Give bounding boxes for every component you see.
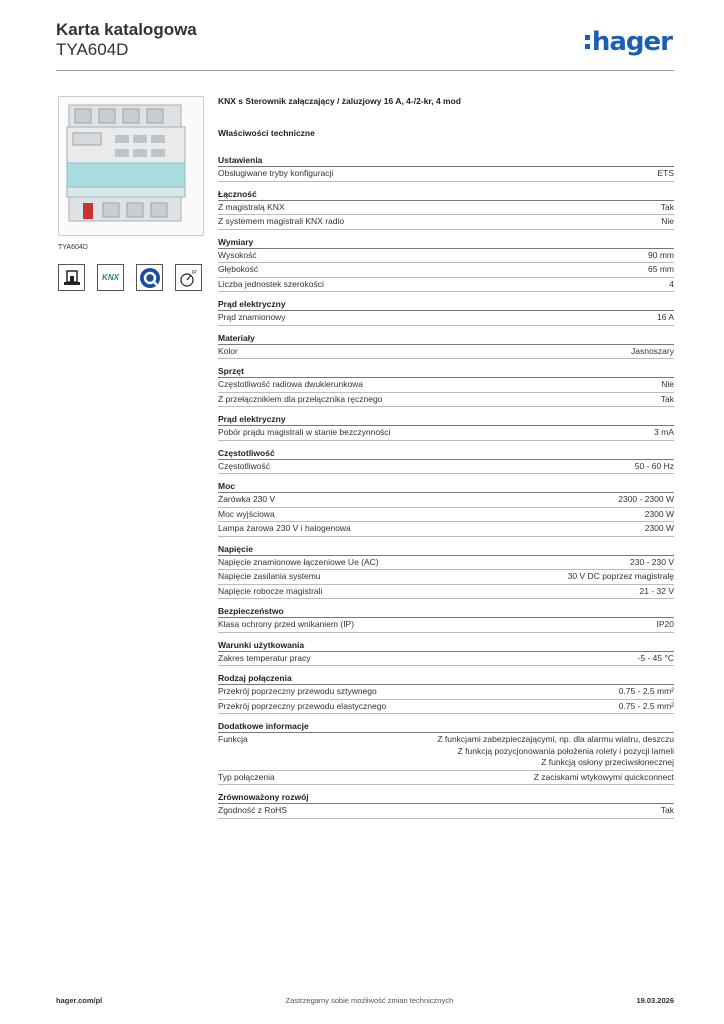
page-footer — [56, 996, 674, 1005]
section-title: Łączność — [218, 188, 674, 201]
section-title: Materiały — [218, 332, 674, 345]
spec-label: Pobór prądu magistrali w stanie bezczynności — [218, 427, 391, 437]
svg-text:IP: IP — [191, 269, 197, 276]
spec-section — [218, 720, 674, 785]
spec-row — [218, 493, 674, 508]
spec-row — [218, 733, 674, 771]
spec-row — [218, 311, 674, 326]
spec-value: Z zaciskami wtykowymi quickconnect — [533, 771, 674, 782]
spec-label: Z systemem magistrali KNX radio — [218, 216, 345, 226]
spec-value: 0.75 - 2.5 mm² — [618, 686, 674, 696]
section-title: Bezpieczeństwo — [218, 605, 674, 618]
spec-label: Częstotliwość — [218, 460, 270, 471]
logo-text: hager — [591, 27, 672, 57]
spec-value: ETS — [657, 168, 674, 178]
footer-disclaimer: Zastrzegamy sobie możliwość zmian technicznych — [285, 996, 454, 1005]
product-code: TYA604D — [56, 40, 129, 59]
spec-value: Tak — [660, 393, 674, 404]
spec-value — [437, 733, 674, 770]
spec-value: Nie — [661, 216, 674, 226]
spec-value: 65 mm — [648, 264, 674, 274]
spec-label: Lampa żarowa 230 V i halogenowa — [218, 523, 351, 533]
din-rail-device-illustration — [59, 97, 205, 237]
section-title: Rodzaj połączenia — [218, 672, 674, 685]
spec-label: Klasa ochrony przed wnikaniem (IP) — [218, 619, 355, 629]
spec-label: Zakres temperatur pracy — [218, 652, 311, 663]
spec-value: 90 mm — [648, 249, 674, 260]
spec-row — [218, 771, 674, 786]
spec-value: 2300 W — [644, 523, 674, 533]
spec-section — [218, 639, 674, 667]
spec-value: 4 — [669, 278, 674, 289]
spec-section — [218, 447, 674, 475]
spec-section — [218, 605, 674, 633]
footer-date: 19.03.2026 — [636, 996, 674, 1005]
section-title: Częstotliwość — [218, 447, 674, 460]
spec-value: Tak — [660, 805, 674, 815]
spec-row — [218, 249, 674, 264]
spec-value: Nie — [661, 379, 674, 389]
spec-section — [218, 672, 674, 714]
page-title: Karta katalogowa — [56, 20, 197, 39]
section-title: Sprzęt — [218, 365, 674, 378]
spec-row — [218, 201, 674, 216]
spec-value: 3 mA — [654, 427, 674, 437]
spec-section — [218, 236, 674, 293]
spec-value-line: Z funkcjami zabezpieczającymi, np. dla alarmu wiatru, deszczu — [437, 734, 674, 744]
section-title: Zrównoważony rozwój — [218, 791, 674, 804]
spec-row — [218, 804, 674, 819]
spec-label: Typ połączenia — [218, 771, 275, 782]
spec-value: 50 - 60 Hz — [634, 460, 674, 471]
spec-value: -5 - 45 °C — [637, 652, 674, 663]
spec-label: Napięcie robocze magistrali — [218, 585, 323, 596]
spec-row — [218, 508, 674, 523]
section-title: Moc — [218, 480, 674, 493]
spec-row — [218, 522, 674, 537]
spec-label: Moc wyjściowa — [218, 508, 275, 519]
knx-icon — [97, 264, 124, 291]
spec-value: 16 A — [656, 312, 674, 322]
home-standard-icon — [58, 264, 85, 291]
logo-dots — [585, 35, 590, 49]
spec-label: Wysokość — [218, 249, 257, 260]
spec-section — [218, 188, 674, 230]
header-divider — [56, 70, 674, 71]
spec-label: Napięcie zasilania systemu — [218, 571, 321, 581]
spec-section — [218, 154, 674, 182]
spec-label: Przekrój poprzeczny przewodu elastycznego — [218, 700, 387, 711]
spec-row — [218, 426, 674, 441]
product-image-caption: TYA604D — [58, 244, 88, 251]
spec-content — [218, 94, 674, 819]
spec-row — [218, 556, 674, 571]
spec-section — [218, 413, 674, 441]
section-title: Prąd elektryczny — [218, 298, 674, 311]
spec-row — [218, 585, 674, 600]
spec-sections — [218, 154, 674, 819]
section-title: Prąd elektryczny — [218, 413, 674, 426]
spec-row — [218, 393, 674, 408]
spec-value-line: Z funkcją pozycjonowania położenia rolety i pozycji lameli — [457, 745, 674, 756]
spec-label: Napięcie znamionowe łączeniowe Ue (AC) — [218, 556, 379, 567]
spec-value: 0.75 - 2.5 mm² — [618, 700, 674, 711]
spec-label: Z magistralą KNX — [218, 201, 285, 212]
spec-label: Liczba jednostek szerokości — [218, 278, 324, 289]
spec-section — [218, 298, 674, 326]
spec-section — [218, 332, 674, 360]
spec-row — [218, 278, 674, 293]
section-title: Ustawienia — [218, 154, 674, 167]
section-title: Wymiary — [218, 236, 674, 249]
spec-value: 2300 W — [644, 508, 674, 519]
technical-properties-heading: Właściwości techniczne — [218, 128, 315, 138]
knx-label: KNX — [102, 273, 119, 282]
spec-row — [218, 345, 674, 360]
spec-section — [218, 480, 674, 537]
product-name: KNX s Sterownik załączający / żaluzjowy 16 A, 4-/2-kr, 4 mod — [218, 96, 461, 106]
spec-row — [218, 700, 674, 715]
footer-website-link[interactable]: hager.com/pl — [56, 996, 103, 1005]
spec-section — [218, 365, 674, 407]
certification-icons — [58, 264, 202, 291]
spec-label: Prąd znamionowy — [218, 312, 286, 322]
spec-row — [218, 685, 674, 700]
spec-row — [218, 215, 674, 230]
spec-value: 21 - 32 V — [639, 585, 674, 596]
spec-label: Obsługiwane tryby konfiguracji — [218, 168, 334, 178]
spec-label: Częstotliwość radiowa dwukierunkowa — [218, 379, 364, 389]
spec-row — [218, 652, 674, 667]
spec-value: Tak — [660, 201, 674, 212]
spec-value-line: Z funkcją osłony przeciwsłonecznej — [541, 757, 674, 767]
spec-row — [218, 618, 674, 633]
spec-label: Żarówka 230 V — [218, 494, 276, 504]
spec-label: Funkcja — [218, 734, 248, 744]
ip-rating-icon — [175, 264, 202, 291]
spec-row — [218, 570, 674, 585]
spec-row — [218, 378, 674, 393]
spec-row — [218, 460, 674, 475]
spec-label: Przekrój poprzeczny przewodu sztywnego — [218, 686, 377, 696]
spec-value: 230 - 230 V — [630, 556, 674, 567]
spec-section — [218, 543, 674, 600]
quality-mark-icon — [136, 264, 163, 291]
spec-row — [218, 263, 674, 278]
spec-value: IP20 — [656, 619, 674, 629]
spec-section — [218, 791, 674, 819]
spec-label: Z przełącznikiem dla przełącznika ręcznego — [218, 393, 383, 404]
spec-value: 2300 - 2300 W — [618, 494, 674, 504]
page-header — [56, 20, 674, 68]
section-title: Napięcie — [218, 543, 674, 556]
spec-label: Zgodność z RoHS — [218, 805, 287, 815]
spec-row — [218, 167, 674, 182]
section-title: Warunki użytkowania — [218, 639, 674, 652]
spec-label: Kolor — [218, 345, 238, 356]
hager-logo[interactable] — [585, 28, 672, 56]
spec-label: Głębokość — [218, 264, 259, 274]
product-image — [58, 96, 204, 236]
spec-value: Jasnoszary — [631, 345, 674, 356]
section-title: Dodatkowe informacje — [218, 720, 674, 733]
spec-value: 30 V DC poprzez magistralę — [567, 571, 674, 581]
